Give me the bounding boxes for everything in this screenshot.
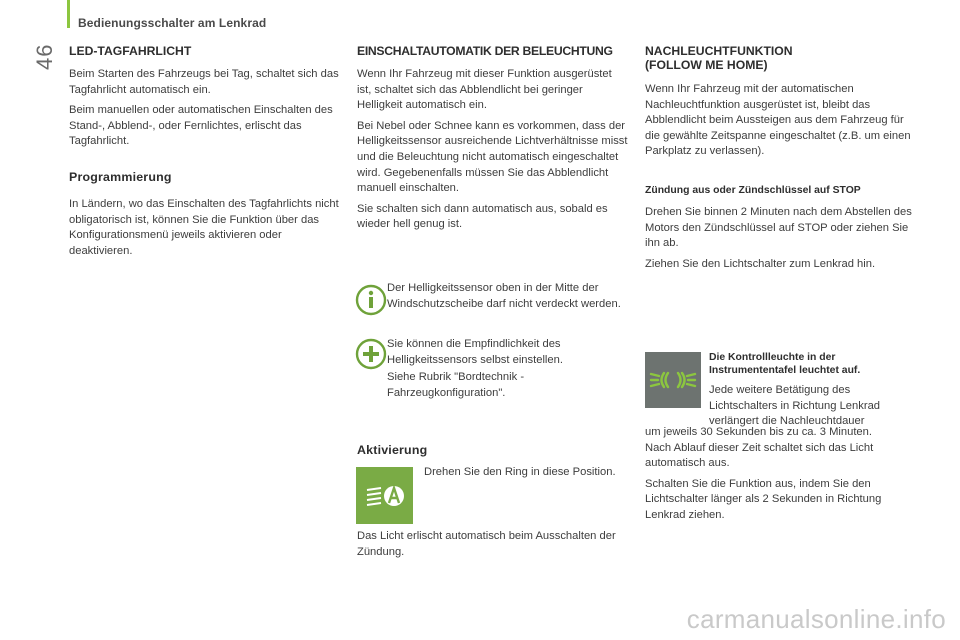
plus-icon [355,338,387,370]
column-follow-me-home [645,44,917,277]
accent-bar [67,0,70,28]
paragraph: Jede weitere Betätigung des Lichtschalters in Richtung Lenkrad verlängert die Nachleuchtdauer [709,384,881,428]
paragraph: In Ländern, wo das Einschalten des Tagfahrlichts nicht obligatorisch ist, können Sie die Funktion über das Konfigurationsmenü jeweils aktivieren oder deaktivieren. [69,197,339,257]
paragraph: Beim manuellen oder automatischen Einschalten des Stand-, Abblend-, oder Fernlichtes, erlischt das Tagfahrlicht. [69,104,333,148]
paragraph: Sie schalten sich dann automatisch aus, sobald es wieder hell genug ist. [357,202,608,231]
section-heading-led: LED-TAGFAHRLICHT [69,44,192,58]
column-auto-lighting [357,44,629,238]
subheading-ignition-off: Zündung aus oder Zündschlüssel auf STOP [645,184,861,196]
paragraph: Nach Ablauf dieser Zeit schaltet sich das Licht automatisch aus. [645,441,874,470]
page-number-text: 46 [32,43,57,70]
column-follow-me-home-continued [645,425,917,529]
warning-lamp-heading: Die Kontrollleuchte in der Instrumententafel leuchtet auf. [709,352,861,376]
paragraph: Wenn Ihr Fahrzeug mit dieser Funktion ausgerüstet ist, schaltet sich das Abblendlicht bei geringer Helligkeit automatisch ein. [357,68,612,112]
watermark: carmanualsonline.info [686,604,946,634]
activation-text [424,465,634,486]
column-led-daylight [69,44,341,264]
paragraph: Wenn Ihr Fahrzeug mit der automatischen Nachleuchtfunktion ausgerüstet ist, bleibt das Abblendlicht beim Aussteigen aus dem Fahrzeug für die gewählte Zeitspanne eingeschaltet (z.B. um einen Parkplatz zu verlassen). [645,83,911,158]
section-heading-auto-lighting: EINSCHALTAUTOMATIK DER BELEUCHTUNG [357,44,613,58]
section-heading-follow-me-home [645,44,917,72]
paragraph: Beim Starten des Fahrzeugs bei Tag, schaltet sich das Tagfahrlicht automatisch ein. [69,68,339,96]
follow-me-home-warning-lamp [645,352,701,408]
heading-line: NACHLEUCHTFUNKTION [645,44,793,58]
tip-note-text: Siehe Rubrik "Bordtechnik - Fahrzeugkonfiguration". [387,371,525,399]
auto-headlamp-icon [356,467,413,524]
paragraph: Schalten Sie die Funktion aus, indem Sie den Lichtschalter länger als 2 Sekunden in Richtung Lenkrad ziehen. [645,477,882,521]
activation-footnote [357,529,629,565]
tip-note-reference [387,370,627,406]
tip-note [387,337,627,373]
auto-headlamp-pictogram [356,467,413,524]
page-number [18,28,74,72]
subheading-programming: Programmierung [69,169,172,184]
warning-lamp-note [709,351,909,430]
paragraph: Ziehen Sie den Lichtschalter zum Lenkrad hin. [645,257,876,270]
paragraph: Drehen Sie binnen 2 Minuten nach dem Abstellen des Motors den Zündschlüssel auf STOP oder ziehen Sie ihn ab. [645,205,912,250]
tip-note-text: Sie können die Empfindlichkeit des Helligkeitssensors selbst einstellen. [387,338,563,366]
info-icon [355,284,387,316]
subheading-activation: Aktivierung [357,443,428,457]
activation-instruction: Drehen Sie den Ring in diese Position. [424,466,616,478]
paragraph: um jeweils 30 Sekunden bis zu ca. 3 Minuten. [645,426,872,438]
info-note-text: Der Helligkeitssensor oben in der Mitte der Windschutzscheibe darf nicht verdeckt werden. [387,282,621,310]
running-head: Bedienungsschalter am Lenkrad [78,16,267,30]
paragraph: Bei Nebel oder Schnee kann es vorkommen, dass der Helligkeitssensor ausreichende Lichtverhältnisse misst und die Beleuchtung nicht automatisch eingeschaltet wird. Gegebenenfalls müssen Sie das Abblendlicht manuell einschalten. [357,119,628,195]
paragraph: Das Licht erlischt automatisch beim Ausschalten der Zündung. [357,530,616,558]
heading-line: (FOLLOW ME HOME) [645,58,768,72]
info-note [387,281,627,317]
headlamp-indicator-icon [645,352,701,408]
